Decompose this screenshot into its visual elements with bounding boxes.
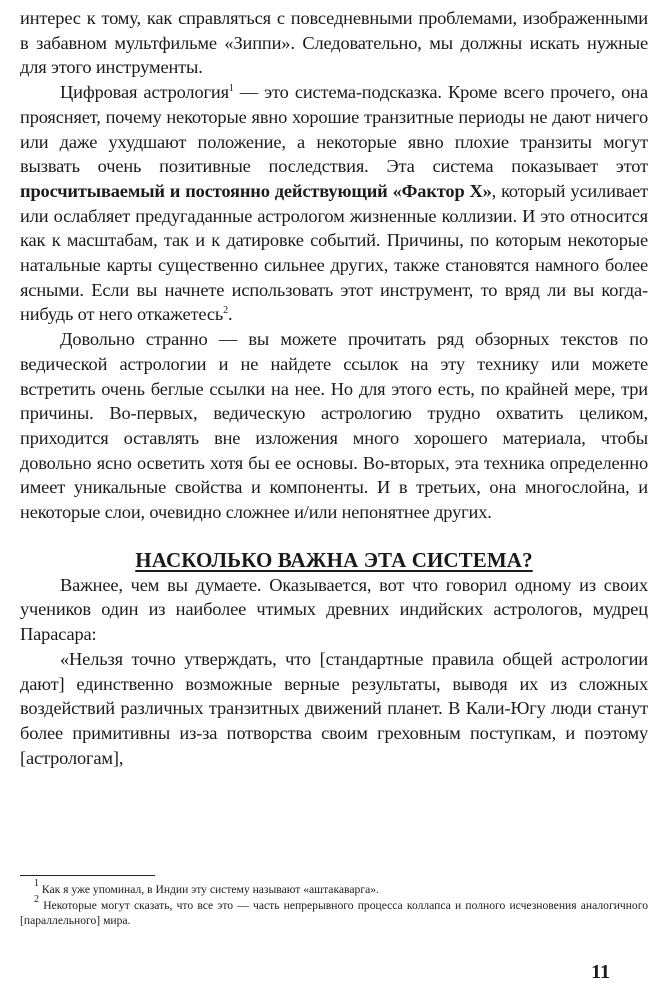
paragraph-2-text-b: — это система-подсказка. Кроме всего прочего, она проясняет, почему некоторые явно хорошие транзитные периоды не дают ничего или даже ухудшают положение, а некоторые явно плохие транзиты могут вызвать очень позитивные последствия. Эта система показывает этот <box>20 82 648 177</box>
footnotes <box>20 878 648 929</box>
paragraph-2-text-d: . <box>227 304 233 325</box>
paragraph-4-text: Важнее, чем вы думаете. Оказывается, вот что говорил одному из своих учеников один из наиболее чтимых древних индийских астрологов, мудрец Парасара: <box>20 574 648 645</box>
paragraph-5-quote <box>20 647 648 771</box>
paragraph-2-text-c: , который усиливает или ослабляет предугаданные астрологом жизненные коллизии. И это относится как к масштабам, так и к датировке событий. Причины, по которым некоторые натальные карты существенно сильнее других, также становятся намного более ясными. Если вы начнете использовать этот инструмент, то вряд ли вы когда-нибудь от него откажетесь <box>20 180 648 325</box>
footnote-ref-2[interactable]: 2 <box>223 305 228 317</box>
paragraph-2-text-a: Цифровая астрология <box>60 82 229 103</box>
paragraph-4 <box>20 573 648 647</box>
paragraph-3 <box>20 327 648 525</box>
footnote-ref-1[interactable]: 1 <box>228 83 234 95</box>
paragraph-3-text: Довольно странно — вы можете прочитать ряд обзорных текстов по ведической астрологии и не найдете ссылок на эту технику или можете встретить очень беглые ссылки на нее. Но для этого есть, по крайней мере, три причины. Во-первых, ведическую астрологию трудно охватить целиком, приходится оставлять вне изложения много хорошего материала, чтобы довольно ясно осветить хотя бы ее основы. Во-вторых, эта техника определенно имеет уникальные свойства и компоненты. И в третьих, она многослойна, и некоторые слои, очевидно сложнее и/или непонятнее других. <box>20 329 648 523</box>
footnote-2-text: Некоторые могут сказать, что все это — часть непрерывного процесса коллапса и полного исчезновения аналогичного [параллельного] мира. <box>20 898 648 927</box>
footnote-1 <box>20 878 648 898</box>
paragraph-2-bold-phrase: просчитываемый и постоянно действующий «Фактор X» <box>20 180 492 201</box>
book-page <box>20 6 648 996</box>
footnote-2 <box>20 893 648 929</box>
footnote-divider <box>20 875 155 876</box>
paragraph-2 <box>20 80 648 327</box>
paragraph-5-text: «Нельзя точно утверждать, что [стандартные правила общей астрологии дают] единственно возможные верные результаты, выводя их из сложных воздействий различных транзитных движений планет. В Кали-Югу люди станут более примитивны из-за потворства своим греховным поступкам, и поэтому [астрологам], <box>20 648 648 768</box>
footnote-1-text: Как я уже упоминал, в Индии эту систему называют «аштакаварга». <box>39 883 379 896</box>
page-number: 11 <box>591 961 610 983</box>
footnote-2-mark: 2 <box>34 893 39 905</box>
footnote-1-mark: 1 <box>34 878 39 889</box>
paragraph-1 <box>20 6 648 80</box>
paragraph-1-text: интерес к тому, как справляться с повседневными проблемами, изображенными в забавном мультфильме «Зиппи». Следовательно, мы должны искать нужные для этого инструменты. <box>20 8 648 78</box>
section-heading: НАСКОЛЬКО ВАЖНА ЭТА СИСТЕМА? <box>135 547 533 572</box>
